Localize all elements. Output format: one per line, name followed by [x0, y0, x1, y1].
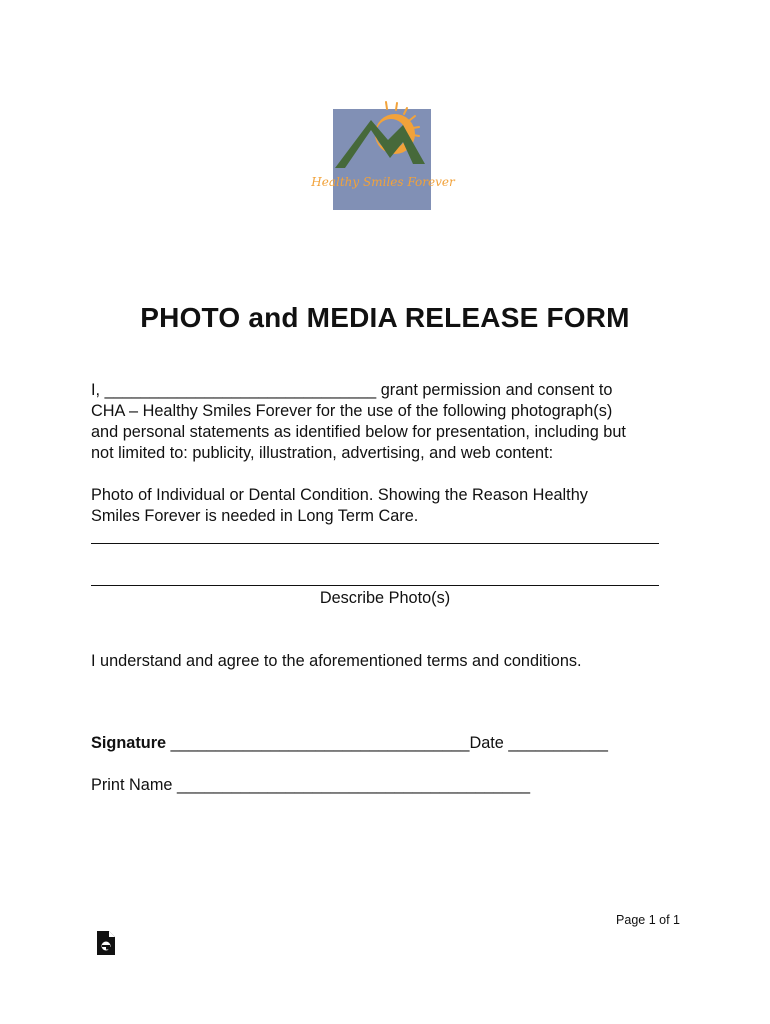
healthy-smiles-forever-logo [311, 102, 455, 210]
consent-line: CHA – Healthy Smiles Forever for the use of the following photograph(s) [91, 402, 613, 420]
consent-line: not limited to: publicity, illustration, advertising, and web content: [91, 444, 554, 462]
consent-line: and personal statements as identified below for presentation, including but [91, 423, 626, 441]
print-name-label: Print Name [91, 776, 173, 794]
signature-label: Signature [91, 734, 167, 752]
print-name-field[interactable]: _______________________________________ [172, 776, 531, 794]
document-e-icon [97, 931, 115, 960]
logo-text: Healthy Smiles Forever [311, 175, 455, 189]
agreement-text: I understand and agree to the aforementioned terms and conditions. [91, 652, 582, 670]
photo-description-paragraph [91, 485, 691, 527]
photo-line: Photo of Individual or Dental Condition. Showing the Reason Healthy [91, 486, 588, 504]
date-label: Date [469, 734, 504, 752]
signature-row [91, 734, 608, 753]
form-title: PHOTO and MEDIA RELEASE FORM [140, 302, 630, 333]
signature-field[interactable]: _________________________________ [166, 734, 470, 752]
page-number: Page 1 of 1 [616, 913, 680, 927]
photo-description-field-2[interactable] [91, 585, 659, 586]
photo-description-field-1[interactable] [91, 543, 659, 544]
describe-photo-caption: Describe Photo(s) [319, 589, 451, 607]
photo-line: Smiles Forever is needed in Long Term Care. [91, 507, 419, 525]
consent-paragraph [91, 380, 691, 464]
print-name-row [91, 776, 530, 795]
consent-line: I, ______________________________ grant permission and consent to [91, 381, 613, 399]
date-field[interactable]: ___________ [503, 734, 608, 752]
